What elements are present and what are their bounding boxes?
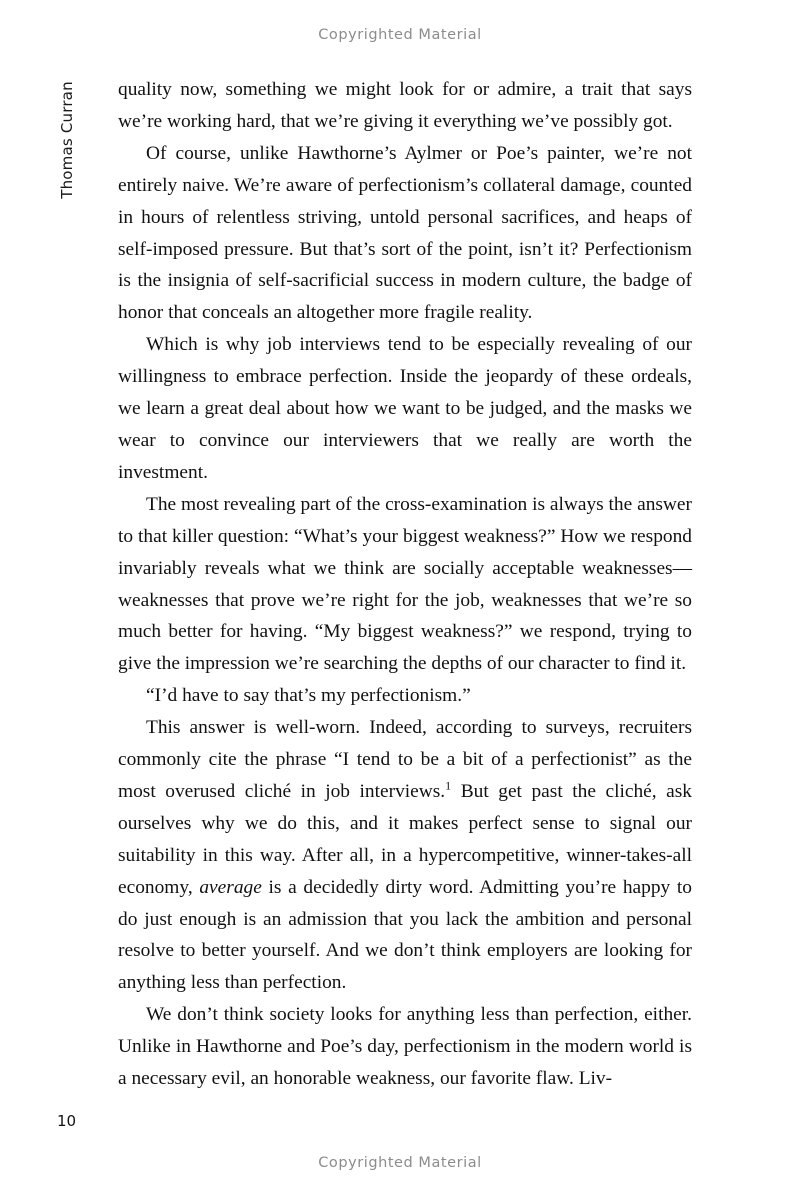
paragraph: Which is why job interviews tend to be especially revealing of our willingness to embrace perfection. Inside the jeopardy of these ordeals, we learn a great deal about how we want to be judged, and the masks we wear to convince our interviewers that we really are worth the investment. (118, 334, 692, 483)
paragraph: This answer is well-worn. Indeed, according to surveys, recruiters commonly cite the phrase “I tend to be a bit of a perfectionist” as the most overused cliché in job interviews.$^1$ But get past the cliché, ask ourselves why we do this, and it makes perfect sense to signal our suitability in this way. After all, in a hypercompetitive, winner-takes-all economy, average is a decidedly dirty word. Admitting you’re happy to do just enough is an admission that you lack the ambition and personal resolve to better yourself. And we don’t think employers are looking for anything less than perfection. (118, 717, 692, 994)
paragraph: quality now, something we might look for or admire, a trait that says we’re working hard, that we’re giving it everything we’ve possibly got. (118, 79, 692, 132)
running-head-author (58, 80, 76, 200)
running-head-author-label: Thomas Curran (58, 81, 76, 199)
paragraph: “I’d have to say that’s my perfectionism.” (146, 685, 471, 707)
emphasis-text: average (199, 876, 262, 898)
copyright-watermark-top: Copyrighted Material (318, 27, 482, 43)
copyright-watermark-bottom: Copyrighted Material (318, 1155, 482, 1171)
paragraph: The most revealing part of the cross-examination is always the answer to that killer question: “What’s your biggest weakness?” How we respond invariably reveals what we think are socially acceptable weaknesses—weaknesses that prove we’re right for the job, weaknesses that we’re so much better for having. “My biggest weakness?” we respond, trying to give the impression we’re searching the depths of our character to find it. (118, 493, 692, 675)
page-number: 10 (57, 1112, 77, 1130)
paragraph: Of course, unlike Hawthorne’s Aylmer or Poe’s painter, we’re not entirely naive. We’re aware of perfectionism’s collateral damage, counted in hours of relentless striving, untold personal sacrifices, and heaps of self-imposed pressure. But that’s sort of the point, isn’t it? Perfectionism is the insignia of self-sacrificial success in modern culture, the badge of honor that conceals an altogether more fragile reality. (118, 142, 692, 324)
paragraph: We don’t think society looks for anything less than perfection, either. Unlike in Hawthorne and Poe’s day, perfectionism in the modern world is a necessary evil, an honorable weakness, our favorite flaw. Liv- (118, 1004, 692, 1090)
footnote-reference[interactable]: 1 (445, 778, 452, 793)
body-text-column (118, 74, 692, 1095)
